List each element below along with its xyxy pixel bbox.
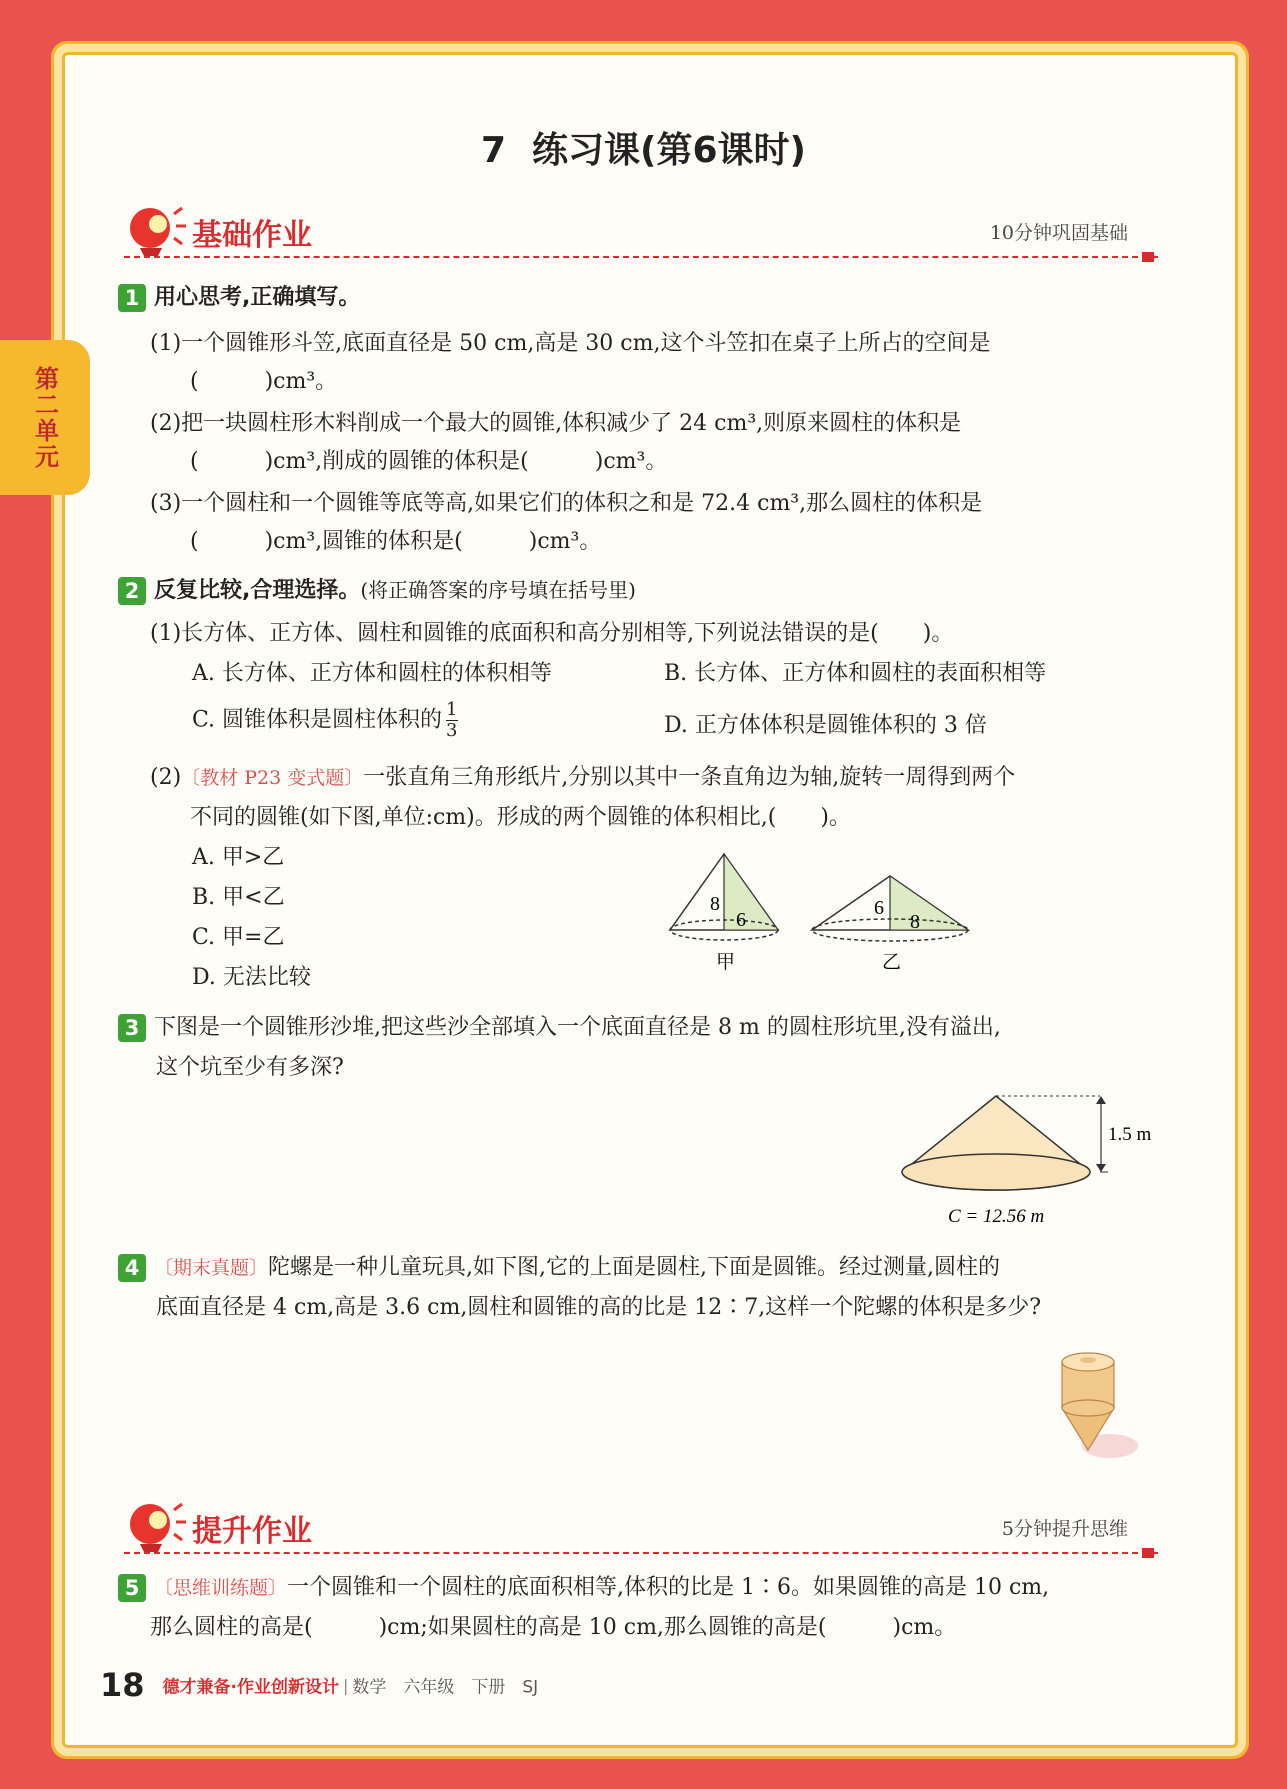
question-note: (将正确答案的序号填在括号里) <box>360 578 636 602</box>
lesson-number: 7 <box>480 130 507 171</box>
circumference-label: C = 12.56 m <box>948 1206 1045 1227</box>
book-info: 数学 六年级 下册 SJ <box>352 1677 539 1698</box>
cone-yi <box>812 876 968 973</box>
q2-sub1-option-d: D. 正方体体积是圆锥体积的 3 倍 <box>664 713 987 738</box>
q3-line2: 这个坑至少有多深? <box>156 1055 344 1080</box>
section-divider <box>124 256 1158 258</box>
sub-question-prefix: (2) <box>150 765 182 790</box>
q2-sub2-stem-line2: 不同的圆锥(如下图,单位:cm)。形成的两个圆锥的体积相比,( )。 <box>190 805 851 830</box>
jia-height-label: 8 <box>710 893 720 915</box>
q1-item1-line1: (1)一个圆锥形斗笠,底面直径是 50 cm,高是 30 cm,这个斗笠扣在桌子上所占的空间是 <box>150 331 991 356</box>
q1-item2-line2: ( )cm³,削成的圆锥的体积是( )cm³。 <box>190 449 668 474</box>
q2-sub2-option-b: B. 甲<乙 <box>192 885 285 910</box>
q5-line1: 一个圆锥和一个圆柱的底面积相等,体积的比是 1∶6。如果圆锥的高是 10 cm, <box>287 1575 1050 1600</box>
sand-pile-figure <box>890 1090 1180 1230</box>
brand-name: 德才兼备·作业创新设计 <box>162 1677 339 1698</box>
lamp-icon <box>118 200 188 270</box>
section-basic-note: 10分钟巩固基础 <box>989 222 1128 244</box>
section-advanced-note: 5分钟提升思维 <box>1001 1518 1128 1540</box>
q1-item3-line1: (3)一个圆柱和一个圆锥等底等高,如果它们的体积之和是 72.4 cm³,那么圆柱的体积是 <box>150 491 983 516</box>
q2-sub2-stem-line1 <box>150 760 1015 791</box>
section-advanced-header <box>118 1496 1158 1566</box>
section-basic-title: 基础作业 <box>192 218 312 253</box>
question-3 <box>118 1008 1158 1048</box>
question-2 <box>118 570 1158 611</box>
fraction-one-third <box>446 700 457 741</box>
question-number: 1 <box>118 284 146 312</box>
source-tag: 〔期末真题〕 <box>154 1257 269 1279</box>
question-heading: 用心思考,正确填写。 <box>154 285 361 310</box>
cones-figure <box>660 848 980 974</box>
q2-sub1-option-a: A. 长方体、正方体和圆柱的体积相等 <box>192 661 552 686</box>
q3-line1: 下图是一个圆锥形沙堆,把这些沙全部填入一个底面直径是 8 m 的圆柱形坑里,没有溢出, <box>154 1015 1001 1040</box>
question-number: 2 <box>118 577 146 605</box>
jia-radius-label: 6 <box>736 909 746 931</box>
q2-sub2-option-a: A. 甲>乙 <box>192 845 285 870</box>
q1-item3-line2: ( )cm³,圆锥的体积是( )cm³。 <box>190 529 602 554</box>
cone-jia <box>670 854 778 973</box>
section-basic-header <box>118 200 1158 270</box>
yi-radius-label: 8 <box>910 911 920 933</box>
question-1 <box>118 278 1158 318</box>
question-number: 4 <box>118 1254 146 1282</box>
jia-label: 甲 <box>716 951 736 973</box>
stem-text: 一张直角三角形纸片,分别以其中一条直角边为轴,旋转一周得到两个 <box>363 765 1016 790</box>
yi-label: 乙 <box>882 951 902 973</box>
unit-side-tab <box>0 340 90 495</box>
unit-label: 第二单元 <box>30 365 59 470</box>
question-number: 5 <box>118 1574 146 1602</box>
page-title <box>0 122 1287 173</box>
footer-separator: | <box>343 1675 349 1695</box>
q2-sub1-stem: (1)长方体、正方体、圆柱和圆锥的底面积和高分别相等,下列说法错误的是( )。 <box>150 621 954 646</box>
q4-line1: 陀螺是一种儿童玩具,如下图,它的上面是圆柱,下面是圆锥。经过测量,圆柱的 <box>268 1255 1000 1280</box>
lesson-title: 练习课(第6课时) <box>532 130 807 171</box>
fraction-denominator: 3 <box>446 720 458 741</box>
question-number: 3 <box>118 1014 146 1042</box>
q2-sub1-option-c <box>192 700 458 741</box>
page-number: 18 <box>100 1666 145 1704</box>
source-tag: 〔教材 P23 变式题〕 <box>181 767 364 789</box>
yi-height-label: 6 <box>874 897 884 919</box>
q2-sub1-option-b: B. 长方体、正方体和圆柱的表面积相等 <box>664 661 1047 686</box>
question-heading: 反复比较,合理选择。 <box>154 578 361 603</box>
question-4 <box>118 1248 1158 1288</box>
q1-item1-line2: ( )cm³。 <box>190 369 338 394</box>
q2-sub2-option-c: C. 甲=乙 <box>192 925 285 950</box>
spinning-top-figure <box>1040 1350 1140 1466</box>
fraction-numerator: 1 <box>446 699 458 720</box>
page-footer <box>100 1666 538 1704</box>
option-c-text: C. 圆锥体积是圆柱体积的 <box>192 707 443 733</box>
q1-item2-line1: (2)把一块圆柱形木料削成一个最大的圆锥,体积减少了 24 cm³,则原来圆柱的体积是 <box>150 411 962 436</box>
section-advanced-title: 提升作业 <box>192 1514 312 1549</box>
lamp-icon <box>118 1496 188 1566</box>
q5-line2: 那么圆柱的高是( )cm;如果圆柱的高是 10 cm,那么圆锥的高是( )cm。 <box>150 1615 957 1640</box>
q2-sub2-option-d: D. 无法比较 <box>192 965 311 990</box>
q4-line2: 底面直径是 4 cm,高是 3.6 cm,圆柱和圆锥的高的比是 12∶7,这样一个陀螺的体积是多少? <box>156 1295 1042 1320</box>
section-divider <box>124 1552 1158 1554</box>
question-5 <box>118 1568 1158 1608</box>
height-label: 1.5 m <box>1108 1124 1152 1145</box>
source-tag: 〔思维训练题〕 <box>154 1577 288 1599</box>
